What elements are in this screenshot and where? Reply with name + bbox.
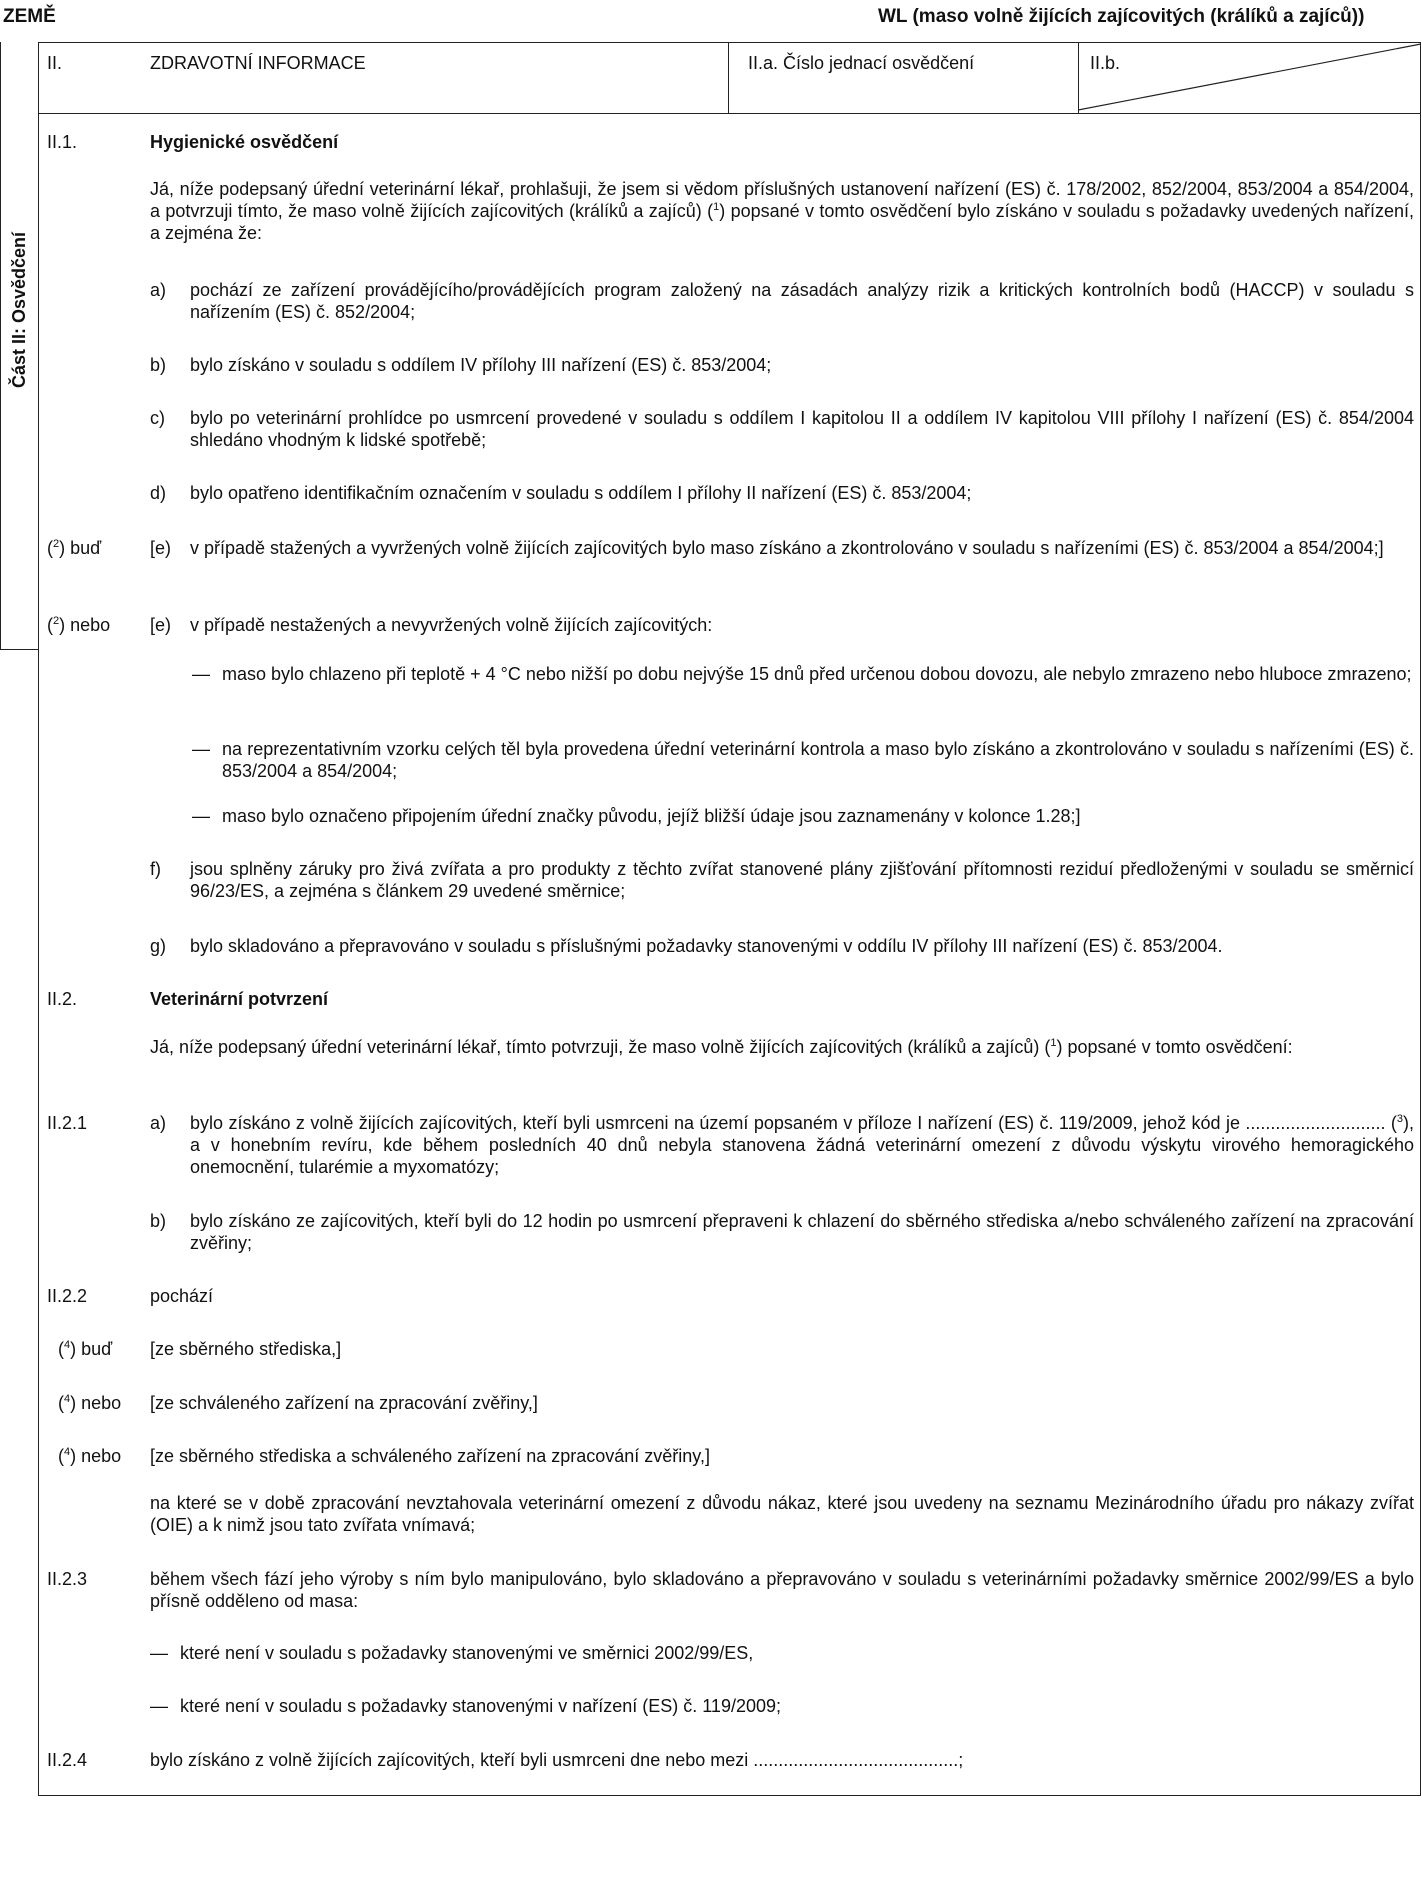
item-text: bylo získáno ze zajícovitých, kteří byli do 12 hodin po usmrcení přepraveni k chlazení do sběrného střediska a/nebo schváleného zařízení na zpracování zvěřiny; (190, 1211, 1414, 1253)
subsection-number: II.2.3 (47, 1569, 88, 1589)
country-label: ZEMĚ (3, 6, 56, 27)
item-text: pochází (150, 1286, 214, 1306)
header-title: ZDRAVOTNÍ INFORMACE (150, 53, 366, 73)
reference-number-label: II.a. Číslo jednací osvědčení (748, 53, 975, 73)
sub-item-text: které není v souladu s požadavky stanovenými v nařízení (ES) č. 119/2009; (180, 1696, 781, 1716)
item-label: c) (150, 408, 165, 428)
subsection-number: II.2.1 (47, 1113, 88, 1133)
item-label: d) (150, 483, 167, 503)
item-label: a) (150, 1113, 167, 1133)
item-text: během všech fází jeho výroby s ním bylo manipulováno, bylo skladováno a přepravováno v souladu s veterinárními požadavky směrnice 2002/99/ES a bylo přísně odděleno od masa: (150, 1569, 1414, 1611)
option-prefix: ($^4$) nebo (58, 1446, 122, 1466)
item-text: bylo opatřeno identifikačním označením v souladu s oddílem I přílohy II nařízení (ES) č. 853/2004; (190, 483, 972, 503)
subsection-number: II.2.4 (47, 1750, 88, 1770)
item-text: bylo získáno z volně žijících zajícovitých, kteří byli usmrceni dne nebo mezi .........................................; (150, 1750, 964, 1770)
section-title: Veterinární potvrzení (150, 989, 329, 1009)
subsection-number: II.2.2 (47, 1286, 88, 1306)
dash-bullet: — (192, 806, 210, 826)
item-text: v případě nestažených a nevyvržených volně žijících zajícovitých: (190, 615, 713, 635)
option-prefix: ($^2$) nebo (47, 615, 111, 635)
section-title: Hygienické osvědčení (150, 132, 339, 152)
sub-item-text: které není v souladu s požadavky stanovenými ve směrnici 2002/99/ES, (180, 1643, 754, 1663)
item-label: f) (150, 859, 161, 879)
sub-item-text: maso bylo chlazeno při teplotě + 4 °C nebo nižší po dobu nejvýše 15 dnů před určenou dobou dovozu, ale nebylo zmrazeno nebo hluboce zmrazeno; (222, 664, 1412, 684)
header-divider (728, 42, 729, 113)
item-label: a) (150, 280, 167, 300)
intro-paragraph: Já, níže podepsaný úřední veterinární lékař, tímto potvrzuji, že maso volně žijících zajícovitých (králíků a zajíců) ($^1$) popsané v tomto osvědčení: (150, 1037, 1293, 1057)
item-text: jsou splněny záruky pro živá zvířata a pro produkty z těchto zvířat stanovené plány zjišťování přítomnosti reziduí předloženými v souladu se směrnicí 96/23/ES, a zejména s článkem 29 uvedené směrnice; (190, 859, 1414, 901)
dash-bullet: — (192, 739, 210, 759)
dash-bullet: — (150, 1643, 168, 1663)
option-prefix: ($^4$) buď (58, 1339, 113, 1359)
item-label: [e) (150, 615, 172, 635)
dash-bullet: — (192, 664, 210, 684)
item-text: bylo skladováno a přepravováno v souladu s příslušnými požadavky stanovenými v oddílu IV přílohy III nařízení (ES) č. 853/2004. (190, 936, 1223, 956)
item-label: b) (150, 1211, 167, 1231)
option-text: [ze sběrného střediska,] (150, 1339, 342, 1359)
header-number: II. (47, 53, 63, 73)
certificate-model-title: WL (maso volně žijících zajícovitých (králíků a zajíců)) (878, 6, 1365, 27)
crossed-cell (1078, 42, 1421, 112)
item-text: bylo získáno z volně žijících zajícovitých, kteří byli usmrceni na území popsaném v příloze I nařízení (ES) č. 119/2009, jehož kód je ............................ ($^3$), a v honebním revíru, kde během posledních 40 dnů nebyla stanovena žádná veterinární omezení z důvodu výskytu virového hemoragického onemocnění, tularémie a myxomatózy; (190, 1113, 1414, 1177)
intro-paragraph: Já, níže podepsaný úřední veterinární lékař, prohlašuji, že jsem si vědom příslušných ustanovení nařízení (ES) č. 178/2002, 852/2004, 853/2004 a 854/2004, a potvrzuji tímto, že maso volně žijících zajícovitých (králíků a zajíců) ($^1$) popsané v tomto osvědčení bylo získáno v souladu s požadavky uvedených nařízení, a zejména že: (150, 179, 1414, 243)
option-prefix: ($^4$) nebo (58, 1393, 122, 1413)
item-label: [e) (150, 538, 172, 558)
item-text: pochází ze zařízení provádějícího/provádějících program založený na zásadách analýzy rizik a kritických kontrolních bodů (HACCP) v souladu s nařízením (ES) č. 852/2004; (190, 280, 1414, 322)
sub-item-text: maso bylo označeno připojením úřední značky původu, jejíž bližší údaje jsou zaznamenány v kolonce 1.28;] (222, 806, 1081, 826)
option-prefix: ($^2$) buď (47, 538, 102, 558)
oie-paragraph: na které se v době zpracování nevztahovala veterinární omezení z důvodu nákaz, které jsou uvedeny na seznamu Mezinárodního úřadu pro nákazy zvířat (OIE) a k nimž jsou tato zvířata vnímavá; (150, 1493, 1414, 1535)
item-text: v případě stažených a vyvržených volně žijících zajícovitých bylo maso získáno a zkontrolováno v souladu s nařízeními (ES) č. 853/2004 a 854/2004;] (190, 538, 1384, 558)
dash-bullet: — (150, 1696, 168, 1716)
section-number: II.2. (47, 989, 78, 1009)
item-text: bylo získáno v souladu s oddílem IV přílohy III nařízení (ES) č. 853/2004; (190, 355, 772, 375)
option-text: [ze sběrného střediska a schváleného zařízení na zpracování zvěřiny,] (150, 1446, 710, 1466)
item-text: bylo po veterinární prohlídce po usmrcení provedené v souladu s oddílem I kapitolou II a oddílem IV kapitolou VIII přílohy I nařízení (ES) č. 854/2004 shledáno vhodným k lidské spotřebě; (190, 408, 1414, 450)
reference-b-label: II.b. (1090, 53, 1121, 73)
section-number: II.1. (47, 132, 78, 152)
option-text: [ze schváleného zařízení na zpracování zvěřiny,] (150, 1393, 538, 1413)
item-label: g) (150, 936, 167, 956)
sub-item-text: na reprezentativním vzorku celých těl byla provedena úřední veterinární kontrola a maso bylo získáno a zkontrolováno v souladu s nařízeními (ES) č. 853/2004 a 854/2004; (222, 739, 1414, 781)
item-label: b) (150, 355, 167, 375)
